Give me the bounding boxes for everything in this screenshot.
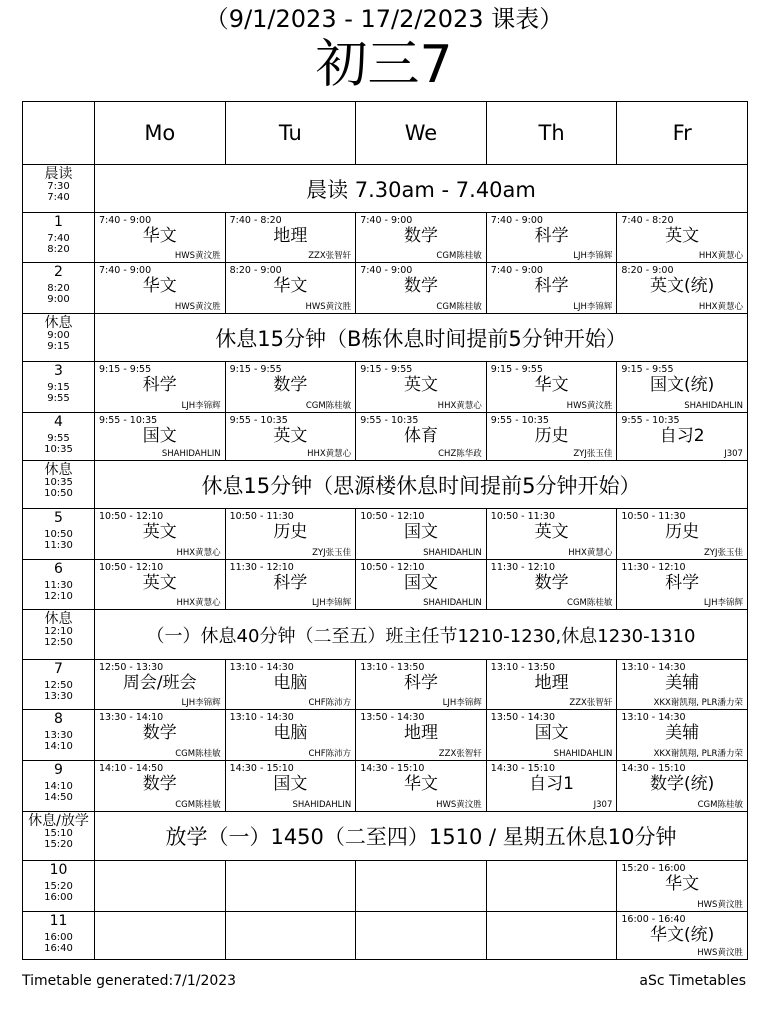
period-label (23, 912, 95, 960)
lesson-cell (225, 761, 356, 812)
lesson-teacher: LJH李锦辉 (181, 400, 221, 411)
lesson-subject: 英文 (403, 374, 438, 395)
day-header-th: Th (486, 102, 617, 165)
timetable (22, 101, 748, 960)
lesson-time: 13:10 - 14:30 (621, 711, 686, 723)
lesson-cell (95, 413, 226, 461)
period-row (23, 213, 748, 263)
lesson-subject: 国文 (273, 773, 308, 794)
lesson-cell (486, 660, 617, 710)
corner-cell (23, 102, 95, 165)
lesson-time: 9:55 - 10:35 (229, 414, 288, 426)
lesson-time: 12:50 - 13:30 (99, 661, 164, 673)
period-label (23, 263, 95, 314)
lesson-cell (486, 560, 617, 610)
period-start: 12:10 (44, 626, 73, 637)
lesson-subject: 国文 (142, 425, 177, 446)
lesson-time: 7:40 - 9:00 (360, 214, 413, 226)
period-end: 10:50 (44, 488, 73, 499)
lesson-cell (486, 861, 617, 912)
lesson-subject: 国文 (403, 572, 438, 593)
period-label (23, 610, 95, 660)
lesson-teacher: LJH李锦辉 (312, 597, 352, 608)
period-label (23, 560, 95, 610)
lesson-time: 13:50 - 14:30 (360, 711, 425, 723)
lesson-time: 13:10 - 14:30 (229, 711, 294, 723)
period-label (23, 861, 95, 912)
lesson-subject: 国文 (534, 722, 569, 743)
lesson-subject: 华文 (534, 374, 569, 395)
lesson-subject: 英文 (534, 521, 569, 542)
lesson-cell (356, 509, 487, 560)
lesson-time: 9:55 - 10:35 (621, 414, 680, 426)
lesson-cell (95, 861, 226, 912)
lesson-teacher: CGM陈桂敏 (436, 250, 482, 261)
lesson-subject: 自习1 (529, 773, 574, 794)
lesson-time: 9:15 - 9:55 (621, 363, 674, 375)
lesson-teacher: CHZ陈华政 (438, 448, 482, 459)
lesson-time: 9:15 - 9:55 (229, 363, 282, 375)
period-start: 14:10 (44, 781, 73, 792)
lesson-teacher: HWS黄汶胜 (174, 250, 221, 261)
lesson-time: 14:30 - 15:10 (360, 762, 425, 774)
period-name: 休息 (44, 462, 73, 478)
period-label (23, 509, 95, 560)
lesson-cell (617, 660, 748, 710)
lesson-teacher: LJH李锦辉 (181, 697, 221, 708)
lesson-subject: 华文 (403, 773, 438, 794)
lesson-cell (356, 263, 487, 314)
period-row (23, 263, 748, 314)
lesson-teacher: SHAHIDAHLIN (423, 597, 482, 608)
period-label (23, 812, 95, 861)
period-label (23, 314, 95, 362)
period-name: 3 (54, 363, 63, 379)
lesson-subject: 数学 (142, 773, 177, 794)
lesson-teacher: SHAHIDAHLIN (553, 748, 613, 759)
period-start: 15:10 (44, 828, 73, 839)
lesson-teacher: HHX黄慧心 (176, 547, 221, 558)
lesson-teacher: HHX黄慧心 (698, 250, 743, 261)
lesson-time: 13:30 - 14:10 (99, 711, 164, 723)
period-name: 5 (54, 510, 63, 526)
lesson-subject: 科学 (403, 672, 438, 693)
lesson-cell (225, 560, 356, 610)
lesson-subject: 英文 (142, 572, 177, 593)
lesson-teacher: ZYJ张玉佳 (573, 448, 613, 459)
lesson-teacher: XKX谢凯翔, PLR潘力荣 (653, 748, 743, 759)
period-name: 休息/放学 (28, 813, 89, 829)
lesson-subject: 数学 (403, 225, 438, 246)
period-label (23, 165, 95, 213)
period-row (23, 912, 748, 960)
period-row (23, 660, 748, 710)
lesson-teacher: CGM陈桂敏 (175, 748, 221, 759)
lesson-subject: 科学 (534, 275, 569, 296)
lesson-cell (225, 912, 356, 960)
lesson-teacher: LJH李锦辉 (703, 597, 743, 608)
lesson-cell (356, 213, 487, 263)
period-end: 13:30 (44, 691, 73, 702)
lesson-subject: 电脑 (273, 672, 308, 693)
lesson-subject: 华文 (273, 275, 308, 296)
day-header-tu: Tu (225, 102, 356, 165)
lesson-cell (225, 710, 356, 761)
lesson-time: 10:50 - 12:10 (360, 561, 425, 573)
lesson-teacher: HHX黄慧心 (698, 301, 743, 312)
lesson-teacher: XKX谢凯翔, PLR潘力荣 (653, 697, 743, 708)
lesson-cell (95, 509, 226, 560)
lesson-teacher: LJH李锦辉 (442, 697, 482, 708)
lesson-cell (356, 413, 487, 461)
period-row (23, 560, 748, 610)
lesson-cell (617, 560, 748, 610)
lesson-time: 7:40 - 9:00 (99, 264, 152, 276)
lesson-time: 11:30 - 12:10 (229, 561, 294, 573)
lesson-time: 8:20 - 9:00 (229, 264, 282, 276)
period-start: 8:20 (47, 283, 70, 294)
day-header-fr: Fr (617, 102, 748, 165)
period-end: 11:30 (44, 540, 73, 551)
period-name: 2 (54, 264, 63, 280)
lesson-teacher: CGM陈桂敏 (305, 400, 352, 411)
lesson-time: 16:00 - 16:40 (621, 913, 686, 925)
period-end: 9:00 (47, 294, 70, 305)
lesson-time: 14:10 - 14:50 (99, 762, 164, 774)
lesson-cell (486, 413, 617, 461)
lesson-subject: 电脑 (273, 722, 308, 743)
lesson-subject: 数学 (142, 722, 177, 743)
break-note: 晨读 7.30am - 7.40am (95, 165, 748, 213)
lesson-cell (486, 362, 617, 413)
lesson-time: 7:40 - 8:20 (229, 214, 282, 226)
day-header-we: We (356, 102, 487, 165)
lesson-time: 9:55 - 10:35 (490, 414, 549, 426)
lesson-cell (95, 560, 226, 610)
lesson-cell (617, 213, 748, 263)
lesson-subject: 科学 (534, 225, 569, 246)
lesson-teacher: ZZX张智轩 (308, 250, 352, 261)
lesson-teacher: J307 (593, 799, 613, 810)
lesson-cell (356, 912, 487, 960)
lesson-time: 11:30 - 12:10 (621, 561, 686, 573)
lesson-time: 13:50 - 14:30 (490, 711, 556, 723)
lesson-teacher: HHX黄慧心 (176, 597, 221, 608)
class-title: 初三7 (315, 35, 453, 95)
period-end: 10:35 (44, 444, 73, 455)
lesson-subject: 数学 (534, 572, 569, 593)
timetable-body (23, 165, 748, 960)
lesson-teacher: CGM陈桂敏 (436, 301, 482, 312)
period-start: 9:55 (47, 433, 70, 444)
break-row (23, 812, 748, 861)
period-start: 7:40 (47, 233, 70, 244)
period-start: 9:00 (47, 330, 70, 341)
break-row (23, 610, 748, 660)
lesson-subject: 数学 (273, 374, 308, 395)
lesson-cell (95, 362, 226, 413)
lesson-subject: 国文 (403, 521, 438, 542)
lesson-cell (617, 362, 748, 413)
period-end: 9:15 (47, 341, 70, 352)
lesson-cell (225, 509, 356, 560)
day-header-mo: Mo (95, 102, 226, 165)
lesson-teacher: HHX黄慧心 (437, 400, 482, 411)
lesson-teacher: SHAHIDAHLIN (423, 547, 482, 558)
period-label (23, 461, 95, 509)
period-start: 16:00 (44, 932, 73, 943)
period-end: 12:50 (44, 637, 73, 648)
lesson-subject: 美辅 (665, 722, 700, 743)
period-start: 10:50 (44, 529, 73, 540)
lesson-time: 10:50 - 11:30 (621, 510, 686, 522)
period-row (23, 710, 748, 761)
lesson-time: 10:50 - 12:10 (99, 510, 164, 522)
lesson-subject: 周会/班会 (122, 672, 197, 693)
lesson-teacher: CGM陈桂敏 (175, 799, 221, 810)
lesson-time: 11:30 - 12:10 (490, 561, 556, 573)
lesson-subject: 体育 (403, 425, 438, 446)
period-label (23, 660, 95, 710)
period-name: 8 (54, 711, 63, 727)
lesson-subject: 自习2 (659, 425, 705, 446)
lesson-teacher: HWS黄汶胜 (174, 301, 221, 312)
lesson-cell (95, 710, 226, 761)
lesson-teacher: CGM陈桂敏 (567, 597, 613, 608)
lesson-cell (617, 413, 748, 461)
lesson-cell (617, 861, 748, 912)
lesson-time: 9:15 - 9:55 (490, 363, 543, 375)
page-header (0, 0, 768, 100)
lesson-teacher: HWS黄汶胜 (697, 899, 743, 910)
lesson-subject: 英文 (142, 521, 177, 542)
lesson-teacher: ZZX张智轩 (438, 748, 482, 759)
lesson-time: 10:50 - 12:10 (99, 561, 164, 573)
lesson-subject: 英文 (665, 225, 700, 246)
lesson-cell (486, 509, 617, 560)
break-row (23, 461, 748, 509)
break-note: 放学（一）1450（二至四）1510 / 星期五休息10分钟 (95, 812, 748, 861)
lesson-teacher: SHAHIDAHLIN (161, 448, 221, 459)
lesson-time: 7:40 - 8:20 (621, 214, 674, 226)
lesson-time: 9:55 - 10:35 (360, 414, 419, 426)
lesson-teacher: CHF陈沛方 (308, 748, 352, 759)
lesson-cell (356, 761, 487, 812)
lesson-teacher: HHX黄慧心 (568, 547, 613, 558)
lesson-cell (617, 263, 748, 314)
period-start: 15:20 (44, 881, 73, 892)
lesson-cell (356, 710, 487, 761)
lesson-teacher: CGM陈桂敏 (697, 799, 743, 810)
lesson-cell (95, 263, 226, 314)
lesson-time: 10:50 - 11:30 (229, 510, 294, 522)
lesson-time: 7:40 - 9:00 (490, 264, 543, 276)
period-end: 16:00 (44, 892, 73, 903)
period-name: 6 (54, 561, 63, 577)
lesson-cell (486, 912, 617, 960)
lesson-cell (486, 710, 617, 761)
lesson-cell (356, 660, 487, 710)
period-row (23, 509, 748, 560)
lesson-subject: 美辅 (665, 672, 700, 693)
lesson-teacher: LJH李锦辉 (573, 250, 613, 261)
lesson-subject: 华文 (142, 225, 177, 246)
lesson-subject: 英文(统) (650, 275, 715, 296)
lesson-subject: 历史 (273, 521, 308, 542)
generated-note: Timetable generated:7/1/2023 (22, 973, 237, 989)
lesson-time: 10:50 - 11:30 (490, 510, 556, 522)
period-name: 休息 (44, 315, 73, 331)
lesson-cell (486, 761, 617, 812)
period-label (23, 413, 95, 461)
lesson-cell (356, 362, 487, 413)
lesson-subject: 国文(统) (650, 374, 715, 395)
period-name: 9 (54, 762, 63, 778)
period-label (23, 710, 95, 761)
period-name: 11 (49, 913, 68, 929)
lesson-teacher: LJH李锦辉 (573, 301, 613, 312)
lesson-cell (356, 861, 487, 912)
period-start: 9:15 (47, 382, 70, 393)
lesson-subject: 地理 (403, 722, 438, 743)
lesson-subject: 华文 (665, 873, 700, 894)
lesson-time: 7:40 - 9:00 (490, 214, 543, 226)
period-name: 10 (49, 862, 68, 878)
lesson-subject: 数学(统) (650, 773, 715, 794)
lesson-cell (617, 509, 748, 560)
lesson-cell (225, 413, 356, 461)
period-end: 8:20 (47, 244, 70, 255)
lesson-teacher: ZYJ张玉佳 (703, 547, 743, 558)
lesson-subject: 历史 (665, 521, 700, 542)
lesson-time: 9:15 - 9:55 (99, 363, 152, 375)
period-name: 1 (54, 214, 63, 230)
lesson-time: 14:30 - 15:10 (229, 762, 294, 774)
period-name: 晨读 (44, 166, 73, 182)
lesson-cell (225, 213, 356, 263)
lesson-cell (95, 213, 226, 263)
lesson-teacher: HHX黄慧心 (307, 448, 352, 459)
lesson-cell (225, 660, 356, 710)
period-label (23, 761, 95, 812)
lesson-time: 9:15 - 9:55 (360, 363, 413, 375)
break-note: 休息15分钟（B栋休息时间提前5分钟开始） (95, 314, 748, 362)
break-note: （一）休息40分钟（二至五）班主任节1210-1230,休息1230-1310 (95, 610, 748, 660)
lesson-time: 13:10 - 13:50 (360, 661, 425, 673)
lesson-subject: 数学 (403, 275, 438, 296)
period-row (23, 761, 748, 812)
lesson-cell (95, 660, 226, 710)
lesson-subject: 科学 (273, 572, 308, 593)
lesson-cell (486, 263, 617, 314)
lesson-cell (486, 213, 617, 263)
period-row (23, 861, 748, 912)
lesson-subject: 英文 (273, 425, 308, 446)
break-row (23, 165, 748, 213)
lesson-teacher: HWS黄汶胜 (697, 947, 743, 958)
period-end: 7:40 (47, 192, 70, 203)
period-name: 休息 (44, 611, 73, 627)
day-header-row (23, 102, 748, 165)
lesson-cell (225, 861, 356, 912)
lesson-cell (617, 912, 748, 960)
lesson-time: 7:40 - 9:00 (360, 264, 413, 276)
lesson-teacher: HWS黄汶胜 (566, 400, 613, 411)
lesson-time: 7:40 - 9:00 (99, 214, 152, 226)
period-start: 7:30 (47, 181, 70, 192)
lesson-teacher: HWS黄汶胜 (305, 301, 352, 312)
period-start: 11:30 (44, 580, 73, 591)
lesson-teacher: ZYJ张玉佳 (312, 547, 352, 558)
lesson-teacher: J307 (724, 448, 743, 459)
period-label (23, 362, 95, 413)
lesson-cell (225, 263, 356, 314)
lesson-time: 9:55 - 10:35 (99, 414, 158, 426)
lesson-subject: 历史 (534, 425, 569, 446)
period-start: 13:30 (44, 730, 73, 741)
period-start: 12:50 (44, 680, 73, 691)
period-end: 14:10 (44, 741, 73, 752)
period-end: 15:20 (44, 839, 73, 850)
lesson-teacher: SHAHIDAHLIN (292, 799, 352, 810)
lesson-time: 15:20 - 16:00 (621, 862, 686, 874)
period-end: 12:10 (44, 591, 73, 602)
lesson-subject: 地理 (534, 672, 569, 693)
lesson-cell (95, 912, 226, 960)
lesson-teacher: CHF陈沛方 (308, 697, 352, 708)
break-note: 休息15分钟（思源楼休息时间提前5分钟开始） (95, 461, 748, 509)
lesson-time: 8:20 - 9:00 (621, 264, 674, 276)
period-row (23, 413, 748, 461)
period-name: 4 (54, 414, 63, 430)
lesson-cell (617, 710, 748, 761)
lesson-subject: 科学 (665, 572, 700, 593)
date-range-subtitle: （9/1/2023 - 17/2/2023 课表） (204, 5, 564, 33)
lesson-cell (617, 761, 748, 812)
lesson-time: 13:10 - 14:30 (621, 661, 686, 673)
break-row (23, 314, 748, 362)
lesson-teacher: SHAHIDAHLIN (684, 400, 743, 411)
lesson-cell (225, 362, 356, 413)
lesson-subject: 地理 (273, 225, 308, 246)
lesson-time: 14:30 - 15:10 (490, 762, 556, 774)
period-label (23, 213, 95, 263)
lesson-time: 10:50 - 12:10 (360, 510, 425, 522)
lesson-time: 13:10 - 14:30 (229, 661, 294, 673)
lesson-cell (356, 560, 487, 610)
lesson-subject: 科学 (142, 374, 177, 395)
brand-credit: aSc Timetables (639, 973, 746, 989)
period-end: 14:50 (44, 792, 73, 803)
period-name: 7 (54, 661, 63, 677)
lesson-subject: 华文 (142, 275, 177, 296)
lesson-subject: 华文(统) (650, 924, 715, 945)
lesson-cell (95, 761, 226, 812)
period-start: 10:35 (44, 477, 73, 488)
period-end: 9:55 (47, 393, 70, 404)
lesson-teacher: HWS黄汶胜 (436, 799, 482, 810)
lesson-time: 13:10 - 13:50 (490, 661, 556, 673)
lesson-time: 14:30 - 15:10 (621, 762, 686, 774)
period-end: 16:40 (44, 943, 73, 954)
period-row (23, 362, 748, 413)
lesson-teacher: ZZX张智轩 (569, 697, 613, 708)
